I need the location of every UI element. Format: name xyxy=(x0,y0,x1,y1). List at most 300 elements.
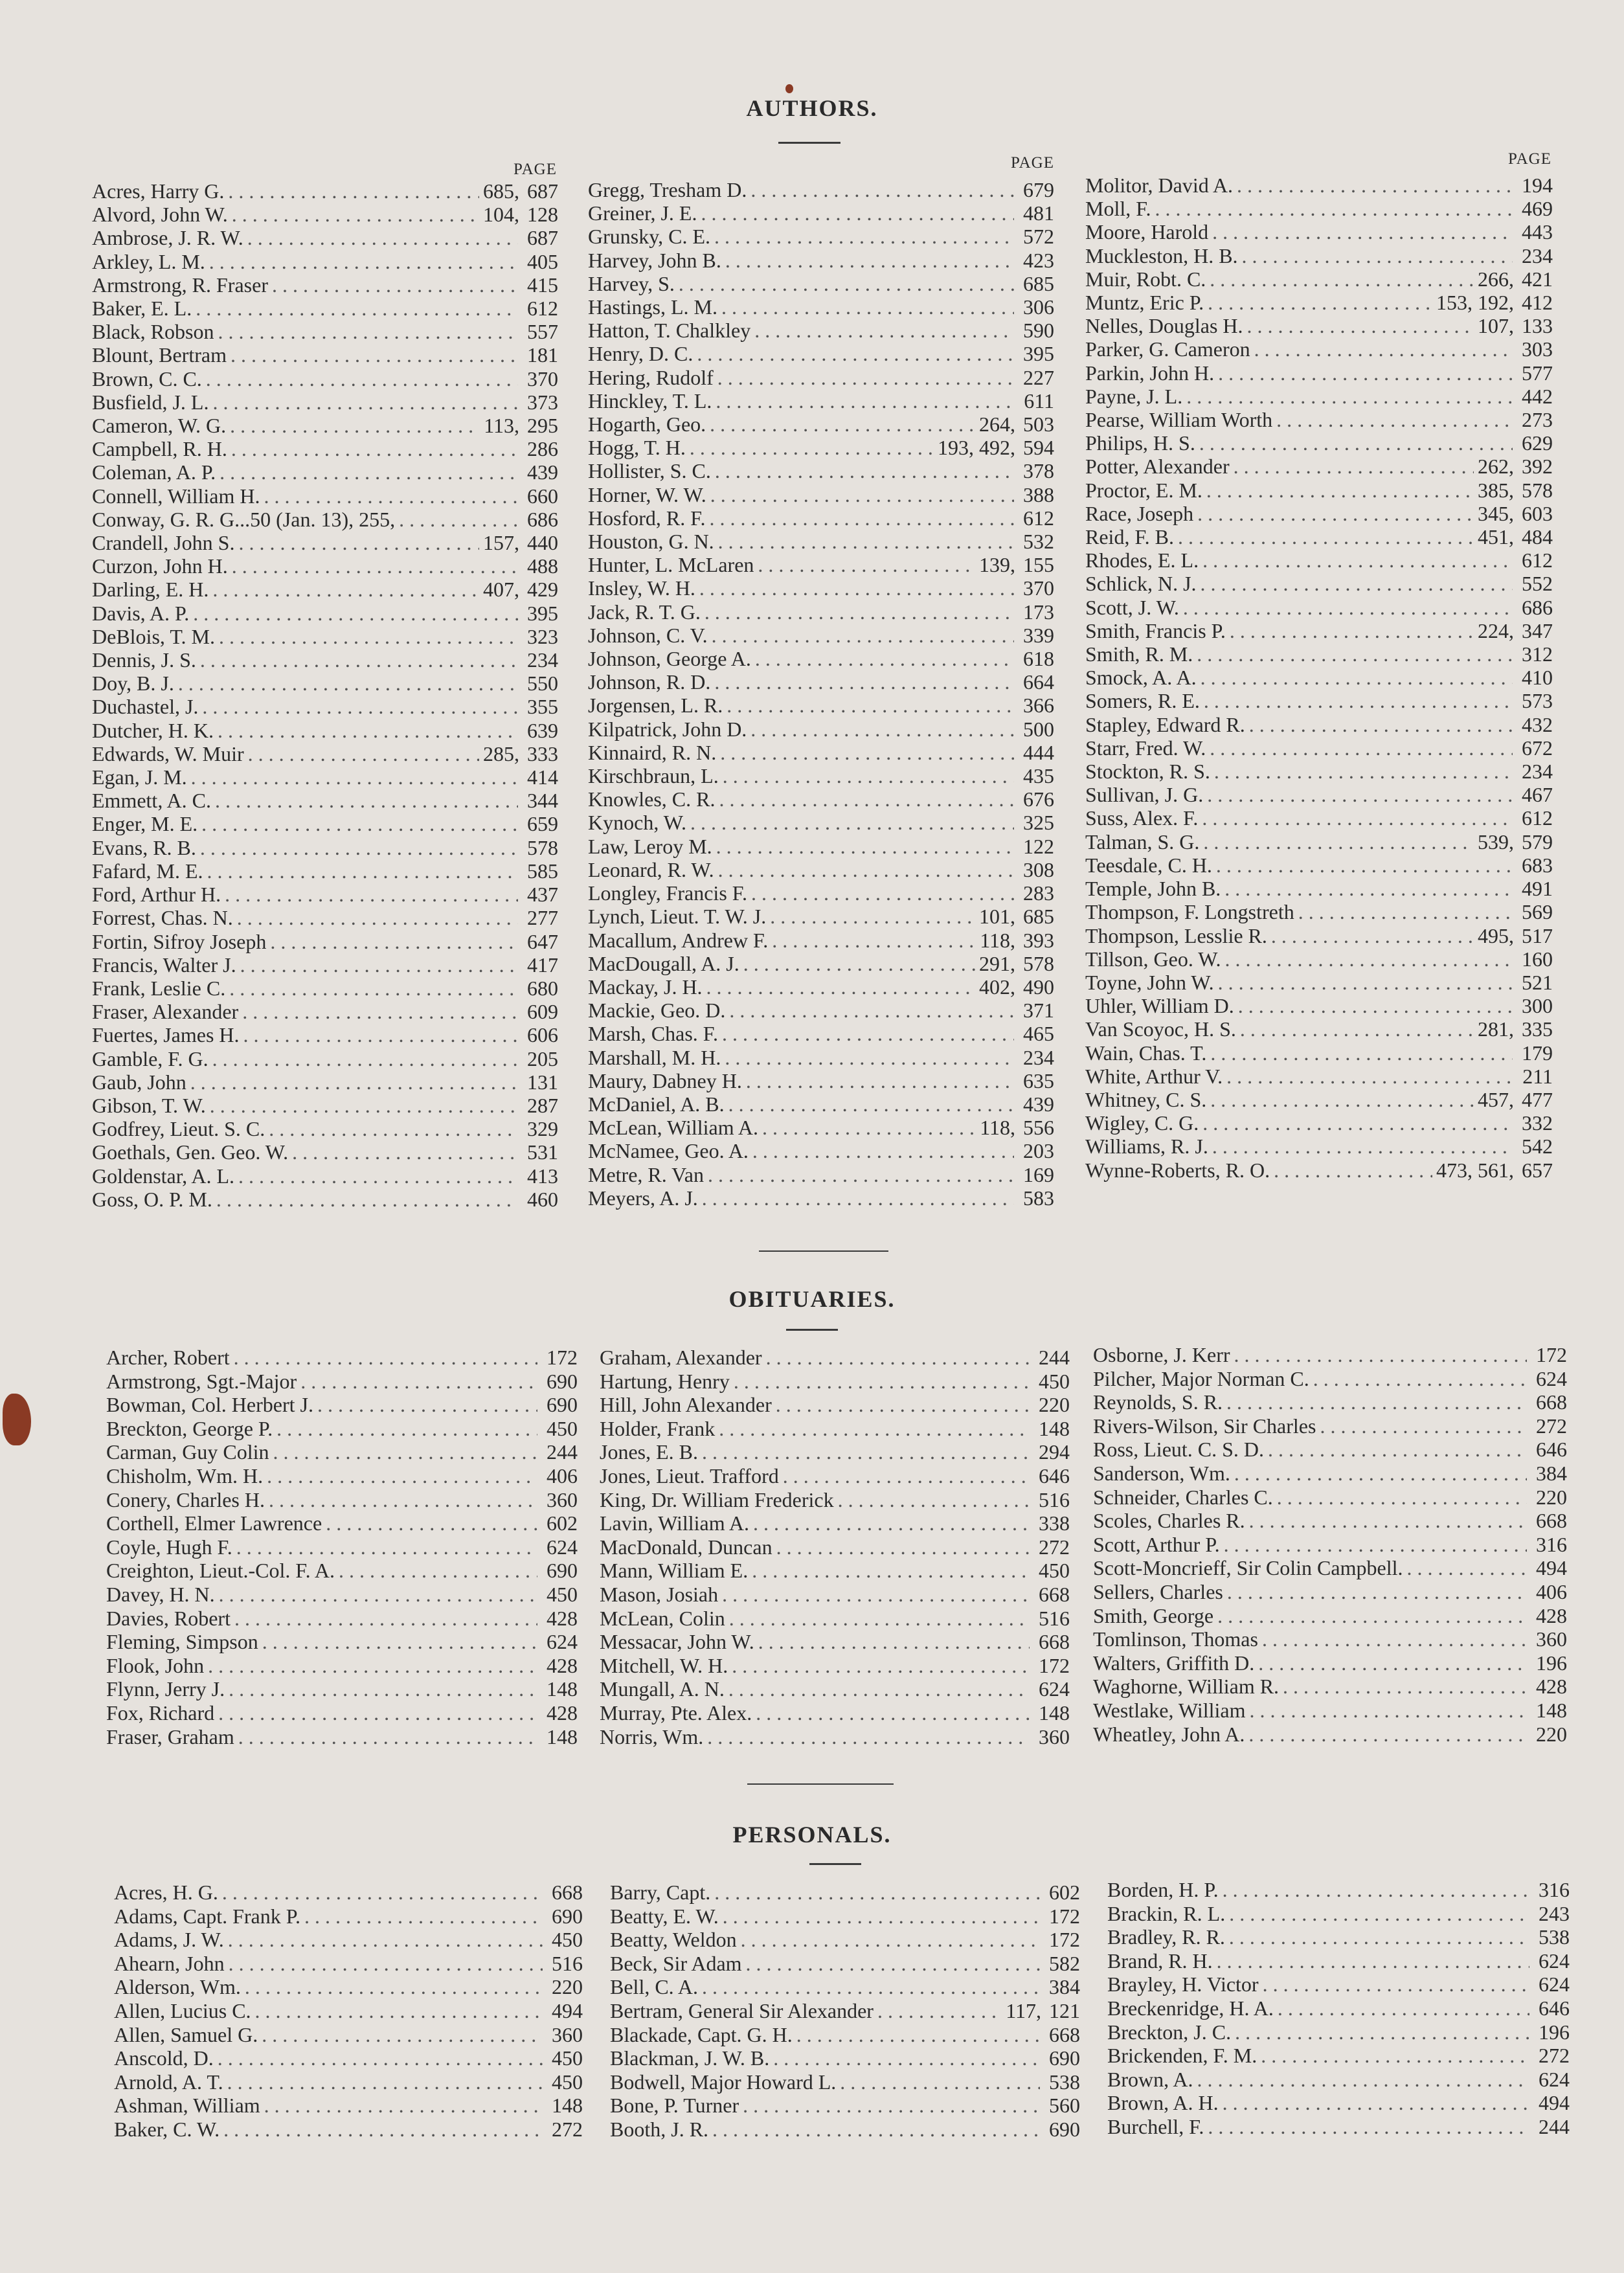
entry-name: Race, Joseph xyxy=(1085,501,1194,525)
entry-page-number: 585 xyxy=(527,859,558,883)
index-entry xyxy=(588,413,1054,436)
leader-dots xyxy=(1320,1414,1527,1438)
leader-dots xyxy=(1218,361,1513,385)
index-entry xyxy=(92,742,558,765)
index-entry xyxy=(600,1511,1070,1535)
leader-dots xyxy=(679,272,1014,295)
index-entry xyxy=(1093,1343,1567,1367)
entry-page-number: 194 xyxy=(1522,174,1553,197)
index-entry xyxy=(1085,1065,1553,1088)
leader-dots xyxy=(1202,806,1513,830)
index-entry xyxy=(92,531,558,554)
leader-dots xyxy=(212,390,518,414)
entry-page-number: 494 xyxy=(1539,2091,1570,2115)
leader-dots xyxy=(877,1999,1002,2023)
index-entry xyxy=(1093,1509,1567,1533)
entry-page-number: 181 xyxy=(527,343,558,367)
index-entry xyxy=(1085,385,1553,408)
leader-dots xyxy=(248,742,479,765)
leader-dots xyxy=(750,178,1014,201)
entry-name: Marshall, M. H. xyxy=(588,1045,721,1069)
entry-page-number: 244 xyxy=(1039,1346,1070,1369)
entry-name: Reid, F. B. xyxy=(1085,525,1175,549)
obituaries-column-3 xyxy=(1093,1343,1567,1746)
index-entry xyxy=(1085,806,1553,830)
entry-name: Brown, A. H. xyxy=(1107,2091,1219,2115)
leader-dots xyxy=(723,764,1014,787)
leader-dots xyxy=(714,670,1014,694)
entry-page-number: 428 xyxy=(547,1606,578,1630)
index-entry xyxy=(92,297,558,320)
entry-name: Longley, Francis F. xyxy=(588,881,747,905)
entry-name: Macallum, Andrew F. xyxy=(588,928,769,952)
index-entry xyxy=(1107,1878,1570,1902)
leader-dots xyxy=(228,1928,543,1952)
entry-name: Kirschbraun, L. xyxy=(588,764,719,788)
entry-name: Kilpatrick, John D. xyxy=(588,717,747,741)
entry-name: McLean, Colin xyxy=(600,1606,725,1630)
authors-page-label-2: PAGE xyxy=(1011,154,1054,172)
entry-extra-pages: 118, xyxy=(980,1116,1015,1140)
entry-page-number: 578 xyxy=(527,835,558,859)
index-entry xyxy=(588,249,1054,272)
entry-page-number: 611 xyxy=(1024,389,1054,413)
leader-dots xyxy=(690,436,934,459)
leader-dots xyxy=(722,1022,1014,1045)
entry-extra-pages: 104, xyxy=(483,203,519,227)
entry-page-number: 668 xyxy=(1536,1390,1567,1414)
leader-dots xyxy=(245,1975,543,1999)
entry-name: Goss, O. P. M. xyxy=(92,1187,212,1211)
leader-dots xyxy=(1212,220,1513,243)
entry-name: Hering, Rudolf xyxy=(588,365,714,389)
index-entry xyxy=(1093,1462,1567,1486)
index-entry xyxy=(92,179,558,203)
section-divider-1 xyxy=(759,1250,888,1252)
entry-extra-pages: 153, 192, xyxy=(1436,291,1514,315)
entry-name: Jones, E. B. xyxy=(600,1440,698,1464)
leader-dots xyxy=(708,1163,1014,1186)
leader-dots xyxy=(304,1905,543,1928)
index-entry xyxy=(1085,1135,1553,1158)
entry-name: Hinckley, T. L. xyxy=(588,389,712,413)
entry-name: Wheatley, John A. xyxy=(1093,1722,1245,1746)
index-entry xyxy=(1093,1414,1567,1438)
entry-name: Holder, Frank xyxy=(600,1416,716,1440)
leader-dots xyxy=(721,295,1014,319)
index-entry xyxy=(1085,689,1553,712)
index-entry xyxy=(1085,900,1553,923)
entry-page-number: 220 xyxy=(1039,1393,1070,1417)
entry-name: Enger, M. E. xyxy=(92,812,198,836)
entry-page-number: 172 xyxy=(1049,1904,1080,1928)
entry-page-number: 450 xyxy=(552,2070,583,2094)
index-entry xyxy=(92,484,558,508)
entry-page-number: 417 xyxy=(527,953,558,977)
entry-page-number: 582 xyxy=(1049,1951,1080,1975)
index-entry xyxy=(588,483,1054,506)
leader-dots xyxy=(766,1346,1030,1370)
leader-dots xyxy=(300,1370,537,1394)
entry-page-number: 450 xyxy=(1039,1369,1070,1393)
index-entry xyxy=(1093,1651,1567,1675)
entry-page-number: 133 xyxy=(1522,314,1553,338)
entry-name: Mackie, Geo. D. xyxy=(588,999,726,1023)
leader-dots xyxy=(728,1092,1014,1116)
leader-dots xyxy=(1155,197,1513,220)
leader-dots xyxy=(178,672,518,695)
entry-name: Mungall, A. N. xyxy=(600,1677,725,1701)
entry-name: Williams, R. J. xyxy=(1085,1135,1208,1159)
entry-page-number: 428 xyxy=(1536,1603,1567,1627)
entry-page-number: 639 xyxy=(527,718,558,742)
entry-name: Ross, Lieut. C. S. D. xyxy=(1093,1438,1265,1462)
entry-name: Marsh, Chas. F. xyxy=(588,1022,718,1046)
leader-dots xyxy=(1235,2020,1529,2044)
index-entry xyxy=(92,883,558,906)
entry-name: Sanderson, Wm. xyxy=(1093,1461,1230,1485)
leader-dots xyxy=(1207,783,1513,806)
leader-dots xyxy=(229,1952,543,1976)
leader-dots xyxy=(734,1370,1030,1394)
entry-page-number: 686 xyxy=(1522,595,1553,619)
leader-dots xyxy=(1178,525,1474,548)
index-entry xyxy=(92,977,558,1000)
leader-dots xyxy=(762,1116,976,1139)
leader-dots xyxy=(229,977,518,1000)
entry-page-number: 234 xyxy=(1522,760,1553,784)
entry-name: Hastings, L. M. xyxy=(588,295,717,319)
index-entry xyxy=(588,436,1054,459)
entry-page-number: 413 xyxy=(527,1164,558,1188)
entry-name: Breckton, J. C. xyxy=(1107,2020,1232,2044)
index-entry xyxy=(92,1117,558,1140)
leader-dots xyxy=(1248,1723,1527,1747)
index-entry xyxy=(106,1607,578,1631)
entry-page-number: 606 xyxy=(527,1023,558,1047)
entry-name: Van Scoyoc, H. S. xyxy=(1085,1017,1236,1041)
leader-dots xyxy=(206,367,518,390)
leader-dots xyxy=(725,249,1014,272)
index-entry xyxy=(600,1725,1070,1749)
entry-name: Payne, J. L. xyxy=(1085,384,1183,408)
entry-name: Toyne, John W. xyxy=(1085,970,1214,994)
index-entry xyxy=(588,1046,1054,1069)
leader-dots xyxy=(1262,1627,1527,1651)
leader-dots xyxy=(714,225,1014,248)
leader-dots xyxy=(317,1393,537,1417)
index-entry xyxy=(1085,291,1553,314)
leader-dots xyxy=(276,1417,537,1441)
index-entry xyxy=(106,1346,578,1370)
entry-page-number: 360 xyxy=(552,2022,583,2046)
entry-page-number: 440 xyxy=(527,531,558,555)
entry-name: Johnson, C. V. xyxy=(588,623,708,647)
entry-page-number: 384 xyxy=(1536,1461,1567,1485)
entry-page-number: 227 xyxy=(1023,365,1054,389)
index-entry xyxy=(588,670,1054,694)
entry-name: Armstrong, Sgt.-Major xyxy=(106,1369,297,1393)
entry-name: Busfield, J. L. xyxy=(92,390,209,414)
entry-page-number: 612 xyxy=(1023,506,1054,530)
leader-dots xyxy=(229,1677,537,1701)
index-entry xyxy=(92,1094,558,1117)
entry-page-number: 338 xyxy=(1039,1511,1070,1535)
entry-name: Wain, Chas. T. xyxy=(1085,1041,1207,1065)
personals-column-1 xyxy=(114,1881,583,2142)
index-entry xyxy=(114,1975,583,1999)
leader-dots xyxy=(227,2070,543,2094)
entry-name: Schneider, Charles C. xyxy=(1093,1485,1273,1509)
index-entry xyxy=(114,1999,583,2023)
leader-dots xyxy=(269,1117,518,1140)
entry-name: Blackman, J. W. B. xyxy=(610,2046,770,2070)
entry-page-number: 388 xyxy=(1023,482,1054,506)
entry-name: Bowman, Col. Herbert J. xyxy=(106,1393,313,1417)
leader-dots xyxy=(709,506,1014,530)
entry-name: Bone, P. Turner xyxy=(610,2094,739,2118)
index-entry xyxy=(92,554,558,578)
entry-page-number: 657 xyxy=(1522,1158,1553,1182)
leader-dots xyxy=(1227,1580,1527,1604)
index-entry xyxy=(588,272,1054,295)
leader-dots xyxy=(1230,619,1474,642)
entry-page-number: 272 xyxy=(1536,1414,1567,1438)
entry-page-number: 173 xyxy=(1023,600,1054,624)
entry-name: Harvey, S. xyxy=(588,271,675,295)
leader-dots xyxy=(1298,900,1513,923)
entry-page-number: 371 xyxy=(1023,999,1054,1023)
leader-dots xyxy=(1224,877,1513,900)
leader-dots xyxy=(1208,291,1432,314)
entry-name: Moore, Harold xyxy=(1085,220,1209,244)
entry-page-number: 172 xyxy=(547,1346,578,1369)
leader-dots xyxy=(269,1488,537,1512)
index-entry xyxy=(588,342,1054,365)
index-entry xyxy=(106,1440,578,1464)
entry-name: Connell, William H. xyxy=(92,484,260,508)
entry-name: Stockton, R. S. xyxy=(1085,760,1210,784)
entry-page-number: 393 xyxy=(1023,928,1054,952)
leader-dots xyxy=(1203,830,1474,854)
entry-name: Darling, E. H. xyxy=(92,578,209,602)
entry-name: Davey, H. N. xyxy=(106,1582,215,1606)
leader-dots xyxy=(722,1583,1030,1607)
leader-dots xyxy=(727,694,1014,717)
index-entry xyxy=(92,203,558,226)
entry-page-number: 676 xyxy=(1023,787,1054,811)
index-entry xyxy=(1085,197,1553,220)
leader-dots xyxy=(728,1677,1030,1701)
index-entry xyxy=(588,1092,1054,1116)
entry-name: Hogg, T. H. xyxy=(588,436,686,460)
entry-page-number: 360 xyxy=(1536,1627,1567,1651)
obituaries-heading: OBITUARIES. xyxy=(728,1286,896,1312)
entry-page-number: 484 xyxy=(1522,525,1553,549)
entry-name: Brown, A. xyxy=(1107,2067,1193,2091)
entry-page-number: 516 xyxy=(1039,1606,1070,1630)
entry-page-number: 647 xyxy=(527,929,558,953)
entry-name: Alvord, John W. xyxy=(92,203,228,227)
entry-name: Mann, William E. xyxy=(600,1559,749,1583)
index-entry xyxy=(106,1417,578,1441)
leader-dots xyxy=(201,812,518,835)
index-entry xyxy=(588,530,1054,553)
leader-dots xyxy=(770,905,975,928)
entry-name: Law, Leroy M. xyxy=(588,834,712,858)
index-entry xyxy=(588,718,1054,741)
authors-page-label-3: PAGE xyxy=(1508,150,1551,168)
leader-dots xyxy=(264,484,518,508)
index-entry xyxy=(92,508,558,531)
index-entry xyxy=(588,225,1054,248)
entry-name: Wynne-Roberts, R. O. xyxy=(1085,1158,1270,1182)
entry-name: Maury, Dabney H. xyxy=(588,1069,742,1092)
entry-page-number: 131 xyxy=(527,1070,558,1094)
entry-page-number: 668 xyxy=(552,1881,583,1904)
leader-dots xyxy=(751,881,1014,905)
index-entry xyxy=(92,343,558,367)
entry-page-number: 590 xyxy=(1023,319,1054,343)
entry-page-number: 450 xyxy=(547,1416,578,1440)
entry-name: McDaniel, A. B. xyxy=(588,1092,725,1116)
index-entry xyxy=(1093,1533,1567,1557)
entry-page-number: 683 xyxy=(1522,853,1553,877)
index-entry xyxy=(114,1928,583,1952)
entry-page-number: 443 xyxy=(1522,220,1553,244)
index-entry xyxy=(106,1535,578,1559)
entry-page-number: 308 xyxy=(1023,857,1054,881)
entry-page-number: 277 xyxy=(527,906,558,930)
entry-name: Philips, H. S. xyxy=(1085,431,1195,455)
entry-page-number: 243 xyxy=(1539,1901,1570,1925)
entry-page-number: 355 xyxy=(527,695,558,719)
leader-dots xyxy=(1224,1533,1527,1557)
index-entry xyxy=(1107,2020,1570,2044)
leader-dots xyxy=(699,576,1014,600)
index-entry xyxy=(114,2118,583,2142)
index-entry xyxy=(588,647,1054,670)
leader-dots xyxy=(1226,1065,1513,1088)
leader-dots xyxy=(1313,1367,1527,1391)
leader-dots xyxy=(1234,1343,1528,1367)
index-entry xyxy=(1085,1111,1553,1135)
entry-name: Flook, John xyxy=(106,1653,205,1677)
leader-dots xyxy=(262,2023,543,2047)
entry-name: Pearse, William Worth xyxy=(1085,408,1273,432)
entry-page-number: 384 xyxy=(1049,1975,1080,1999)
entry-page-number: 220 xyxy=(1536,1485,1567,1509)
index-entry xyxy=(588,929,1054,952)
entry-page-number: 569 xyxy=(1522,900,1553,924)
leader-dots xyxy=(264,2094,543,2118)
entry-page-number: 624 xyxy=(1536,1366,1567,1390)
entry-name: Baker, E. L. xyxy=(92,297,192,321)
index-entry xyxy=(1085,1088,1553,1111)
entry-page-number: 624 xyxy=(1539,1949,1570,1973)
entry-page-number: 339 xyxy=(1023,623,1054,647)
entry-name: Scott-Moncrieff, Sir Colin Campbell. xyxy=(1093,1556,1403,1580)
entry-name: Ashman, William xyxy=(114,2094,260,2118)
entry-name: Dutcher, H. K. xyxy=(92,718,214,742)
index-entry xyxy=(92,765,558,789)
entry-page-number: 347 xyxy=(1522,618,1553,642)
entry-page-number: 450 xyxy=(547,1582,578,1606)
index-entry xyxy=(588,694,1054,717)
entry-name: Proctor, E. M. xyxy=(1085,478,1202,502)
entry-page-number: 583 xyxy=(1023,1186,1054,1210)
index-entry xyxy=(114,1952,583,1976)
entry-name: Leonard, R. W. xyxy=(588,857,714,881)
index-entry xyxy=(92,812,558,835)
leader-dots xyxy=(219,1583,537,1607)
entry-name: Hosford, R. F. xyxy=(588,506,706,530)
entry-name: Conway, G. R. G...50 (Jan. 13), 255, xyxy=(92,507,396,531)
leader-dots xyxy=(754,319,1014,342)
entry-page-number: 687 xyxy=(527,226,558,250)
entry-name: Reynolds, S. R. xyxy=(1093,1390,1223,1414)
leader-dots xyxy=(718,858,1014,881)
index-entry xyxy=(588,459,1054,482)
index-entry xyxy=(1085,479,1553,502)
entry-extra-pages: 266, xyxy=(1478,267,1514,291)
index-entry xyxy=(588,975,1054,999)
index-entry xyxy=(114,1905,583,1928)
index-entry xyxy=(1093,1580,1567,1604)
index-entry xyxy=(588,389,1054,413)
entry-page-number: 203 xyxy=(1023,1139,1054,1163)
leader-dots xyxy=(267,1464,537,1488)
leader-dots xyxy=(231,437,518,460)
entry-name: Beck, Sir Adam xyxy=(610,1951,742,1975)
entry-name: Teesdale, C. H. xyxy=(1085,853,1212,877)
entry-page-number: 521 xyxy=(1522,970,1553,994)
leader-dots xyxy=(218,1701,537,1725)
entry-name: Duchastel, J. xyxy=(92,695,199,719)
leader-dots xyxy=(1210,1041,1513,1065)
leader-dots xyxy=(729,999,1014,1022)
leader-dots xyxy=(1199,431,1513,455)
index-entry xyxy=(106,1583,578,1607)
index-entry xyxy=(600,1677,1070,1701)
index-entry xyxy=(588,1022,1054,1045)
entry-page-number: 477 xyxy=(1522,1087,1553,1111)
entry-page-number: 624 xyxy=(1039,1677,1070,1701)
personals-rule xyxy=(809,1863,861,1865)
entry-page-number: 618 xyxy=(1023,647,1054,671)
leader-dots xyxy=(840,2070,1040,2094)
entry-page-number: 316 xyxy=(1539,1878,1570,1901)
index-entry xyxy=(1085,947,1553,971)
index-entry xyxy=(600,1654,1070,1678)
leader-dots xyxy=(1271,924,1474,947)
entry-name: Mason, Josiah xyxy=(600,1582,719,1606)
entry-name: Curzon, John H. xyxy=(92,554,228,578)
entry-page-number: 295 xyxy=(527,414,558,438)
entry-name: Ambrose, J. R. W. xyxy=(92,226,243,250)
leader-dots xyxy=(725,1046,1014,1069)
leader-dots xyxy=(228,179,479,203)
index-entry xyxy=(92,602,558,625)
entry-name: Ford, Arthur H. xyxy=(92,883,221,907)
leader-dots xyxy=(242,1000,518,1023)
leader-dots xyxy=(741,1928,1040,1952)
index-entry xyxy=(588,1139,1054,1162)
index-entry xyxy=(600,1370,1070,1394)
entry-name: Egan, J. M. xyxy=(92,765,187,789)
entry-name: Archer, Robert xyxy=(106,1346,230,1369)
entry-name: Fortin, Sifroy Joseph xyxy=(92,929,267,953)
